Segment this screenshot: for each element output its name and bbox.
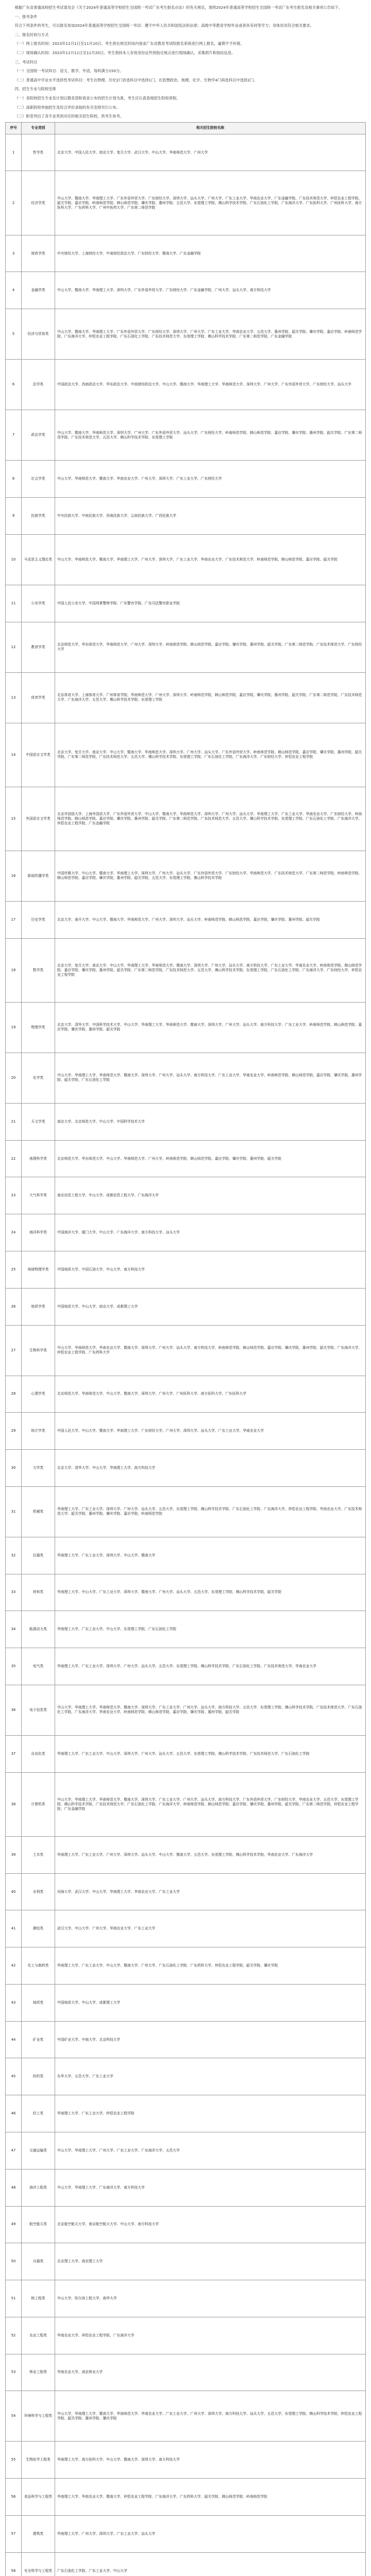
school-list: 华南理工大学、中山大学、广东工业大学、深圳大学、暨南大学、广州大学、汕头大学、五邑大学、东莞理工学院、佛山科学技术学院、韶关学院 — [55, 1574, 366, 1611]
major-category: 海洋工程类 — [22, 2169, 55, 2206]
table-row — [6, 2552, 366, 2576]
row-number: 31 — [6, 1486, 22, 1537]
row-number: 3 — [6, 235, 22, 272]
table-row — [6, 2169, 366, 2206]
school-list: 中山大学、华南理工大学、广东海洋大学、南方科技大学 — [55, 2169, 366, 2206]
table-row — [6, 723, 366, 787]
major-category: 航空航天类 — [22, 2206, 55, 2243]
table-row — [6, 2280, 366, 2317]
school-list: 华南理工大学、广东工业大学、中山大学、暨南大学、广州大学、广东石油化工学院、广东药科大学、仲恺农业工程学院、韶关学院、肇庆学院 — [55, 1947, 366, 1985]
table-row — [6, 1177, 366, 1214]
intro-paragraph: （二）普通高中学业水平选择性考试科目：考生在物理、历史2门首选科目中选择1门，在思想政治、地理、化学、生物学4门再选科目中选择2门。 — [14, 77, 258, 82]
table-row — [6, 171, 366, 235]
table-row — [6, 1376, 366, 1413]
school-list: 中山大学、暨南大学、华南理工大学、广东外语外贸大学、广东财经大学、深圳大学、广州大学、广东工业大学、华南农业大学、五邑大学、惠州学院、韶关学院、肇庆学院、嘉应学院、岭南师范学院、广东海洋大学、仲恺农业工程学院、广东石油化工学院、广东技术师范大学、东莞理工学院、佛山科学技术学院、广东第二师范学院、广东金融学院 — [55, 309, 366, 360]
school-list: 中国人民大学、中山大学、暨南大学、华南理工大学、广东财经大学、广州大学、深圳大学、汕头大学、广东工业大学、华南农业大学 — [55, 1413, 366, 1450]
major-category: 统计学类 — [22, 1413, 55, 1450]
row-number: 29 — [6, 1413, 22, 1450]
row-number: 1 — [6, 134, 22, 171]
intro-paragraph: （二）现场确认时间：2023年11月11日至11月20日。考生须持本人有效身份证件到指定地点进行现场确认，采集照片和指纹信息。 — [14, 50, 235, 55]
row-number: 15 — [6, 787, 22, 851]
row-number: 41 — [6, 1910, 22, 1947]
row-number: 23 — [6, 1177, 22, 1214]
intro-paragraph: 符合下列条件的考生，可以报名参加2024年普通高等学校招生全国统一考试：遵守中华人民共和国宪法和法律；高级中等教育学校毕业或者具有同等学力；身体状况符合相关要求。 — [14, 23, 314, 28]
school-list: 北京师范大学、华南师范大学、中山大学、暨南大学、深圳大学、广州大学、广州医科大学、南方医科大学、广东医科大学 — [55, 1376, 366, 1413]
major-category: 外国语言文学类 — [22, 787, 55, 851]
row-number: 25 — [6, 1251, 22, 1289]
school-list: 华南理工大学、广东工业大学、广州大学、深圳大学、汕头大学、中山大学、暨南大学、五邑大学、东莞理工学院、佛山科学技术学院、华南农业大学、广东海洋大学 — [55, 1836, 366, 1873]
row-number: 22 — [6, 1140, 22, 1177]
intro-paragraph: （三）附表列出了各专业类别对应的相关招生院校，供考生参考。 — [14, 114, 124, 119]
row-number: 24 — [6, 1214, 22, 1251]
major-category: 建筑类 — [22, 2515, 55, 2552]
row-number: 42 — [6, 1947, 22, 1985]
major-category: 测绘类 — [22, 1910, 55, 1947]
table-row — [6, 2391, 366, 2442]
table-row — [6, 1413, 366, 1450]
major-category: 林业工程类 — [22, 2354, 55, 2391]
table-row — [6, 1910, 366, 1947]
intro-paragraph: （一）全国统一考试科目：语文、数学、外语，每科满分150分。 — [14, 69, 124, 74]
table-row — [6, 1685, 366, 1735]
major-category: 化工与制药类 — [22, 1947, 55, 1985]
table-row — [6, 1873, 366, 1910]
row-number: 51 — [6, 2280, 22, 2317]
major-category: 大气科学类 — [22, 1177, 55, 1214]
row-number: 39 — [6, 1836, 22, 1873]
row-number: 48 — [6, 2169, 22, 2206]
row-number: 33 — [6, 1574, 22, 1611]
table-row — [6, 2317, 366, 2354]
major-category: 法学类 — [22, 360, 55, 410]
intro-paragraph: 根据广东省普通高校招生考试委员会《关于2024年普通高等学校招生全国统一考试广东考生报名办法》的有关规定，现将2024年普通高等学校招生全国统一考试广东考生报名及相关事项公告如下。 — [14, 5, 343, 10]
major-category: 体育学类 — [22, 672, 55, 723]
school-list: 中国传媒大学、中山大学、暨南大学、华南理工大学、深圳大学、广州大学、汕头大学、广东外语外贸大学、广东财经大学、华南师范大学、广东技术师范大学、广东第二师范学院、岭南师范学院、韩山师范学院、嘉应学院、肇庆学院、惠州学院、韶关学院、五邑大学、东莞理工学院、佛山科学技术学院 — [55, 851, 366, 901]
row-number: 9 — [6, 498, 22, 535]
table-row — [6, 2058, 366, 2095]
major-category: 天文学类 — [22, 1103, 55, 1140]
row-number: 44 — [6, 2021, 22, 2058]
major-category: 农业工程类 — [22, 2317, 55, 2354]
school-list: 华南农业大学、仲恺农业工程学院、广东海洋大学 — [55, 2317, 366, 2354]
school-list: 中山大学、华南理工大学、华南师范大学、暨南大学、深圳大学、广东工业大学、广州大学、汕头大学、南方科技大学、五邑大学、东莞理工学院、佛山科学技术学院、广东技术师范大学、广东石油化工学院、广东海洋大学、华南农业大学、岭南师范学院、韩山师范学院、嘉应学院、肇庆学院、惠州学院、韶关学院 — [55, 1685, 366, 1735]
row-number: 56 — [6, 2479, 22, 2516]
major-category: 电气类 — [22, 1648, 55, 1685]
major-category: 经济与贸易类 — [22, 309, 55, 360]
row-number: 55 — [6, 2442, 22, 2479]
table-row — [6, 2206, 366, 2243]
major-category: 水利类 — [22, 1873, 55, 1910]
school-list: 华南理工大学、南方医科大学、中山大学、暨南大学、深圳大学、南方科技大学 — [55, 2442, 366, 2479]
school-list: 中山大学、华南理工大学、华南师范大学、暨南大学、深圳大学、广东工业大学、广州大学、汕头大学、南方科技大学、广东外语外贸大学、广东财经大学、华南农业大学、五邑大学、东莞理工学院、佛山科学技术学院、广东技术师范大学、广东石油化工学院、广东海洋大学、岭南师范学院、韩山师范学院、嘉应学院、肇庆学院、惠州学院、韶关学院、广东第二师范学院、仲恺农业工程学院、广东金融学院 — [55, 1772, 366, 1836]
school-list: 中国地质大学、中山大学、成都理工大学 — [55, 1984, 366, 2021]
row-number: 11 — [6, 585, 22, 622]
table-row — [6, 938, 366, 1002]
school-list: 中山大学、华南师范大学、暨南大学、华南理工大学、广州大学、深圳大学、广东工业大学、华南农业大学、广东技术师范大学、岭南师范学院、韩山师范学院、嘉应学院、韶关学院 — [55, 534, 366, 585]
row-number: 34 — [6, 1611, 22, 1648]
school-list: 华南理工大学、广东工业大学、深圳大学、广州大学、汕头大学、五邑大学、东莞理工学院、佛山科学技术学院、广东石油化工学院、广东海洋大学、仲恺农业工程学院、华南农业大学、广东技术师范大学、韶关学院、惠州学院、肇庆学院、嘉应学院、岭南师范学院 — [55, 1486, 366, 1537]
school-list: 华南农业大学、南京林业大学 — [55, 2354, 366, 2391]
school-list: 中山大学、华南理工大学、华南师范大学、暨南大学、深圳大学、广州大学、汕头大学、南方科技大学、广东工业大学、华南农业大学、岭南师范学院、韩山师范学院、嘉应学院、肇庆学院、惠州学院、韶关学院、广东石油化工学院 — [55, 1053, 366, 1103]
major-category: 民族学类 — [22, 498, 55, 535]
table-row — [6, 360, 366, 410]
school-list: 南京信息工程大学、中山大学、成都信息工程大学、广东海洋大学 — [55, 1177, 366, 1214]
table-row — [6, 2515, 366, 2552]
table-row — [6, 461, 366, 498]
major-category: 生物科学类 — [22, 1325, 55, 1376]
school-list: 中央民族大学、中南民族大学、西南民族大学、云南民族大学、广西民族大学 — [55, 498, 366, 535]
intro-paragraph: 二、报名时间与方式 — [14, 32, 49, 37]
school-list: 华南理工大学、华南农业大学、暨南大学、仲恺农业工程学院、广东海洋大学、广东药科大学、韶关学院、韩山师范学院、岭南师范学院 — [55, 2479, 366, 2516]
major-category: 化学类 — [22, 1053, 55, 1103]
table-row — [6, 787, 366, 851]
major-category: 地质学类 — [22, 1288, 55, 1325]
row-number: 14 — [6, 723, 22, 787]
table-row — [6, 1450, 366, 1487]
major-category: 生物医学工程类 — [22, 2442, 55, 2479]
table-header-row — [6, 122, 366, 134]
table-row — [6, 235, 366, 272]
school-list: 广东石油化工学院、广东工业大学、中山大学 — [55, 2552, 366, 2576]
header-major: 专业类别 — [22, 122, 55, 134]
table-row — [6, 410, 366, 461]
major-category: 计算机类 — [22, 1772, 55, 1836]
major-category: 海洋科学类 — [22, 1214, 55, 1251]
major-category: 物理学类 — [22, 1002, 55, 1053]
major-category: 电子信息类 — [22, 1685, 55, 1735]
major-category: 安全科学与工程类 — [22, 2552, 55, 2576]
table-row — [6, 2354, 366, 2391]
table-row — [6, 1325, 366, 1376]
major-category: 数学类 — [22, 938, 55, 1002]
header-schools: 相关招生院校名称 — [55, 122, 366, 134]
table-row — [6, 1251, 366, 1289]
row-number: 47 — [6, 2132, 22, 2170]
major-category: 心理学类 — [22, 1376, 55, 1413]
major-school-table — [5, 122, 366, 2576]
table-row — [6, 1140, 366, 1177]
table-row — [6, 1486, 366, 1537]
row-number: 8 — [6, 461, 22, 498]
row-number: 4 — [6, 272, 22, 309]
major-category: 地质类 — [22, 1984, 55, 2021]
school-list: 北京大学、南开大学、中山大学、暨南大学、华南师范大学、广州大学、深圳大学、汕头大学、岭南师范学院、韩山师范学院、嘉应学院、肇庆学院、惠州学院、韶关学院 — [55, 901, 366, 938]
row-number: 43 — [6, 1984, 22, 2021]
row-number: 27 — [6, 1325, 22, 1376]
row-number: 5 — [6, 309, 22, 360]
row-number: 54 — [6, 2391, 22, 2442]
table-row — [6, 2132, 366, 2170]
school-list: 华南理工大学、广州大学、深圳大学、广东工业大学、汕头大学 — [55, 2515, 366, 2552]
school-list: 东华大学、五邑大学、广东工业大学 — [55, 2058, 366, 2095]
row-number: 19 — [6, 1002, 22, 1053]
major-category: 中国语言文学类 — [22, 723, 55, 787]
school-list: 河海大学、武汉大学、中山大学、华南理工大学、华南农业大学、广东工业大学 — [55, 1873, 366, 1910]
header-no: 序号 — [6, 122, 22, 134]
table-row — [6, 1537, 366, 1574]
table-row — [6, 622, 366, 672]
intro-section — [0, 0, 371, 121]
table-row — [6, 2442, 366, 2479]
major-category: 经济学类 — [22, 171, 55, 235]
row-number: 53 — [6, 2354, 22, 2391]
row-number: 30 — [6, 1450, 22, 1487]
school-list: 北京大学、清华大学、中国科学技术大学、中山大学、华南理工大学、华南师范大学、暨南大学、深圳大学、广州大学、汕头大学、南方科技大学、广东工业大学、岭南师范学院、韩山师范学院、嘉应学院、肇庆学院、惠州学院、韶关学院 — [55, 1002, 366, 1053]
school-list: 中山大学、暨南大学、华南师范大学、深圳大学、广州大学、广东外语外贸大学、汕头大学、广东财经大学、岭南师范学院、韩山师范学院、嘉应学院、肇庆学院、惠州学院、韶关学院、广东第二师范学院、广东技术师范大学、五邑大学、佛山科学技术学院、东莞理工学院 — [55, 410, 366, 461]
row-number: 46 — [6, 2095, 22, 2132]
school-list: 南京大学、北京师范大学、中山大学、中国科学技术大学 — [55, 1103, 366, 1140]
row-number: 52 — [6, 2317, 22, 2354]
table-row — [6, 2479, 366, 2516]
intro-paragraph: 一、报考条件 — [14, 14, 38, 19]
major-category: 材料类 — [22, 1574, 55, 1611]
row-number: 28 — [6, 1376, 22, 1413]
table-row — [6, 585, 366, 622]
major-category: 社会学类 — [22, 461, 55, 498]
school-list: 华南理工大学、广东工业大学、中山大学、深圳大学、广州大学、汕头大学、五邑大学、东莞理工学院、佛山科学技术学院、广东技术师范大学、广东石油化工学院 — [55, 1735, 366, 1772]
major-category: 公安学类 — [22, 585, 55, 622]
table-row — [6, 134, 366, 171]
major-category: 机械类 — [22, 1486, 55, 1537]
school-list: 北京师范大学、华东师范大学、中山大学、华南师范大学、广州大学、岭南师范学院、韩山师范学院、嘉应学院、肇庆学院、惠州学院、韶关学院 — [55, 1140, 366, 1177]
table-row — [6, 1214, 366, 1251]
school-list: 北京大学、复旦大学、南京大学、中山大学、华南理工大学、华南师范大学、暨南大学、深圳大学、广州大学、汕头大学、南方科技大学、广东工业大学、华南农业大学、岭南师范学院、韩山师范学院、嘉应学院、肇庆学院、惠州学院、韶关学院、广东第二师范学院、广东技术师范大学、五邑大学、佛山科学技术学院、东莞理工学院、广东石油化工学院、广东海洋大学、广东财经大学、仲恺农业工程学院 — [55, 938, 366, 1002]
school-list: 北京外国语大学、上海外国语大学、广东外语外贸大学、中山大学、暨南大学、华南师范大学、深圳大学、广州大学、汕头大学、华南理工大学、广东工业大学、华南农业大学、广东财经大学、岭南师范学院、韩山师范学院、嘉应学院、肇庆学院、惠州学院、韶关学院、广东第二师范学院、广东技术师范大学、五邑大学、佛山科学技术学院、东莞理工学院、广东石油化工学院、广东海洋大学、仲恺农业工程学院、广东金融学院 — [55, 787, 366, 851]
table-row — [6, 1836, 366, 1873]
row-number: 2 — [6, 171, 22, 235]
table-row — [6, 1288, 366, 1325]
school-list: 华南理工大学、广东工业大学、深圳大学、中山大学、暨南大学 — [55, 1537, 366, 1574]
school-list: 北京体育大学、上海体育大学、广州体育学院、华南师范大学、广州大学、深圳大学、岭南师范学院、韩山师范学院、嘉应学院、肇庆学院、惠州学院、韶关学院、广东第二师范学院、广东技术师范大学、广东海洋大学、五邑大学、佛山科学技术学院、东莞理工学院 — [55, 672, 366, 723]
school-list: 中央财经大学、上海财经大学、中南财经政法大学、广东财经大学、暨南大学、广东金融学院 — [55, 235, 366, 272]
row-number: 6 — [6, 360, 22, 410]
major-category: 地理科学类 — [22, 1140, 55, 1177]
major-category: 土木类 — [22, 1836, 55, 1873]
row-number: 38 — [6, 1772, 22, 1836]
row-number: 37 — [6, 1735, 22, 1772]
row-number: 18 — [6, 938, 22, 1002]
row-number: 57 — [6, 2515, 22, 2552]
major-category: 交通运输类 — [22, 2132, 55, 2170]
table-row — [6, 2021, 366, 2058]
table-row — [6, 672, 366, 723]
major-category: 自动化类 — [22, 1735, 55, 1772]
row-number: 7 — [6, 410, 22, 461]
major-category: 核工程类 — [22, 2280, 55, 2317]
school-list: 中国矿业大学、中南大学、北京科技大学 — [55, 2021, 366, 2058]
table-row — [6, 1648, 366, 1685]
row-number: 40 — [6, 1873, 22, 1910]
major-category: 财政学类 — [22, 235, 55, 272]
major-category: 环境科学与工程类 — [22, 2391, 55, 2442]
row-number: 50 — [6, 2243, 22, 2280]
major-category: 哲学类 — [22, 134, 55, 171]
table-row — [6, 1611, 366, 1648]
intro-paragraph: （一）网上报名时间：2023年11月1日至11月10日。考生须在规定时间内登录广东省教育考试院报名系统进行网上报名，逾期不予补报。 — [14, 41, 244, 46]
table-row — [6, 534, 366, 585]
major-category: 矿业类 — [22, 2021, 55, 2058]
school-list: 中山大学、华南理工大学、广州大学、广东工业大学、广东海洋大学、五邑大学 — [55, 2132, 366, 2170]
school-list: 中国地质大学、中山大学、南京大学、成都理工大学 — [55, 1288, 366, 1325]
school-list: 中山大学、暨南大学、华南理工大学、深圳大学、广东外语外贸大学、广东财经大学、广东金融学院、广州大学、汕头大学、南方科技大学 — [55, 272, 366, 309]
row-number: 13 — [6, 672, 22, 723]
intro-paragraph: （一）各院校招生专业及计划以教育部和我省公布的招生计划为准，考生应认真查阅招生院校章程。 — [14, 95, 180, 100]
table-row — [6, 1103, 366, 1140]
major-category: 教育学类 — [22, 622, 55, 672]
major-category: 能源动力类 — [22, 1611, 55, 1648]
row-number: 26 — [6, 1288, 22, 1325]
school-list: 北京理工大学、南京理工大学 — [55, 2243, 366, 2280]
school-list: 华南理工大学、广东工业大学、仲恺农业工程学院 — [55, 2095, 366, 2132]
school-list: 中国人民公安大学、中国刑事警察学院、广东警官学院、广东司法警官职业学院 — [55, 585, 366, 622]
major-category: 马克思主义理论类 — [22, 534, 55, 585]
table-row — [6, 851, 366, 901]
table-row — [6, 1947, 366, 1985]
row-number: 35 — [6, 1648, 22, 1685]
major-category: 地球物理学类 — [22, 1251, 55, 1289]
row-number: 20 — [6, 1053, 22, 1103]
school-list: 中山大学、暨南大学、华南理工大学、广东外语外贸大学、广东财经大学、深圳大学、汕头大学、广州大学、广东工业大学、华南农业大学、广东金融学院、广东技术师范大学、仲恺农业工程学院、韶关学院、嘉应学院、岭南师范学院、韩山师范学院、肇庆学院、惠州学院、五邑大学、东莞理工学院、佛山科学技术学院、广东石油化工学院、广东海洋大学、广东医科大学、广州医科大学、南方医科大学、广东药科大学、广州中医药大学、广东第二师范学院 — [55, 171, 366, 235]
school-list: 中山大学、华南师范大学、暨南大学、华南农业大学、广州大学、深圳大学、广东工业大学、广东财经大学 — [55, 461, 366, 498]
school-list: 北京大学、复旦大学、南京大学、中山大学、暨南大学、华南师范大学、深圳大学、广州大学、汕头大学、广东外语外贸大学、岭南师范学院、韩山师范学院、嘉应学院、肇庆学院、惠州学院、韶关学院、广东第二师范学院、广东技术师范大学、五邑大学、佛山科学技术学院、东莞理工学院、广东石油化工学院、广东海洋大学、广东财经大学、仲恺农业工程学院 — [55, 723, 366, 787]
table-row — [6, 1772, 366, 1836]
school-list: 中山大学、华南理工大学、暨南大学、华南师范大学、华南农业大学、广东工业大学、广州大学、深圳大学、南方科技大学、汕头大学、五邑大学、东莞理工学院、佛山科学技术学院、仲恺农业工程学院、韶关学院、惠州学院、肇庆学院 — [55, 2391, 366, 2442]
intro-paragraph: 四、招生专业与院校安排 — [14, 87, 56, 92]
table-row — [6, 2243, 366, 2280]
school-list: 北京师范大学、华东师范大学、华南师范大学、广州大学、深圳大学、岭南师范学院、韩山师范学院、嘉应学院、肇庆学院、惠州学院、韶关学院、广东第二师范学院、广东技术师范大学、广东财经大学 — [55, 622, 366, 672]
school-list: 中国地质大学、中国石油大学、中山大学、南方科技大学 — [55, 1251, 366, 1289]
school-list: 中山大学、哈尔滨工程大学、南华大学 — [55, 2280, 366, 2317]
table-row — [6, 2095, 366, 2132]
school-list: 武汉大学、中山大学、广州大学、华南农业大学、广东工业大学 — [55, 1910, 366, 1947]
major-category: 力学类 — [22, 1450, 55, 1487]
row-number: 16 — [6, 851, 22, 901]
major-category: 轻工类 — [22, 2095, 55, 2132]
table-row — [6, 1735, 366, 1772]
row-number: 17 — [6, 901, 22, 938]
row-number: 12 — [6, 622, 22, 672]
table-row — [6, 309, 366, 360]
school-list: 华南理工大学、广东工业大学、深圳大学、广州大学、汕头大学、五邑大学、东莞理工学院、佛山科学技术学院、广东石油化工学院、广东技术师范大学、华南农业大学 — [55, 1648, 366, 1685]
intro-paragraph: 三、考试科目 — [14, 59, 38, 64]
school-list: 中山大学、华南师范大学、华南农业大学、暨南大学、深圳大学、广州大学、汕头大学、南方科技大学、岭南师范学院、韩山师范学院、嘉应学院、肇庆学院、惠州学院、韶关学院、广东海洋大学、仲恺农业工程学院、广东药科大学 — [55, 1325, 366, 1376]
major-category: 政治学类 — [22, 410, 55, 461]
major-category: 纺织类 — [22, 2058, 55, 2095]
school-list: 北京大学、中国人民大学、南京大学、复旦大学、武汉大学、中山大学、华南师范大学、广州大学 — [55, 134, 366, 171]
major-category: 食品科学与工程类 — [22, 2479, 55, 2516]
major-category: 新闻传播学类 — [22, 851, 55, 901]
table-row — [6, 498, 366, 535]
school-list: 中国政法大学、西南政法大学、华东政法大学、中南财经政法大学、中山大学、暨南大学、华南理工大学、华南师范大学、深圳大学、广州大学、广东外语外贸大学、广东财经大学、汕头大学 — [55, 360, 366, 410]
table-row — [6, 1984, 366, 2021]
row-number: 45 — [6, 2058, 22, 2095]
row-number: 58 — [6, 2552, 22, 2576]
major-category: 历史学类 — [22, 901, 55, 938]
table-row — [6, 1574, 366, 1611]
row-number: 32 — [6, 1537, 22, 1574]
major-category: 兵器类 — [22, 2243, 55, 2280]
major-category: 金融学类 — [22, 272, 55, 309]
row-number: 21 — [6, 1103, 22, 1140]
row-number: 49 — [6, 2206, 22, 2243]
school-list: 中国海洋大学、厦门大学、中山大学、广东海洋大学、南方科技大学、汕头大学 — [55, 1214, 366, 1251]
table-row — [6, 901, 366, 938]
intro-paragraph: （二）高职院校单独招生及综合评价录取的有关安排另行公布。 — [14, 105, 120, 110]
row-number: 10 — [6, 534, 22, 585]
major-category: 仪器类 — [22, 1537, 55, 1574]
table-row — [6, 272, 366, 309]
school-list: 北京航空航天大学、南京航空航天大学、中山大学、南方科技大学 — [55, 2206, 366, 2243]
school-list: 北京大学、清华大学、中山大学、华南理工大学、南方科技大学 — [55, 1450, 366, 1487]
table-row — [6, 1053, 366, 1103]
table-row — [6, 1002, 366, 1053]
row-number: 36 — [6, 1685, 22, 1735]
school-list: 华南理工大学、广东工业大学、中山大学、东莞理工学院、广东石油化工学院 — [55, 1611, 366, 1648]
